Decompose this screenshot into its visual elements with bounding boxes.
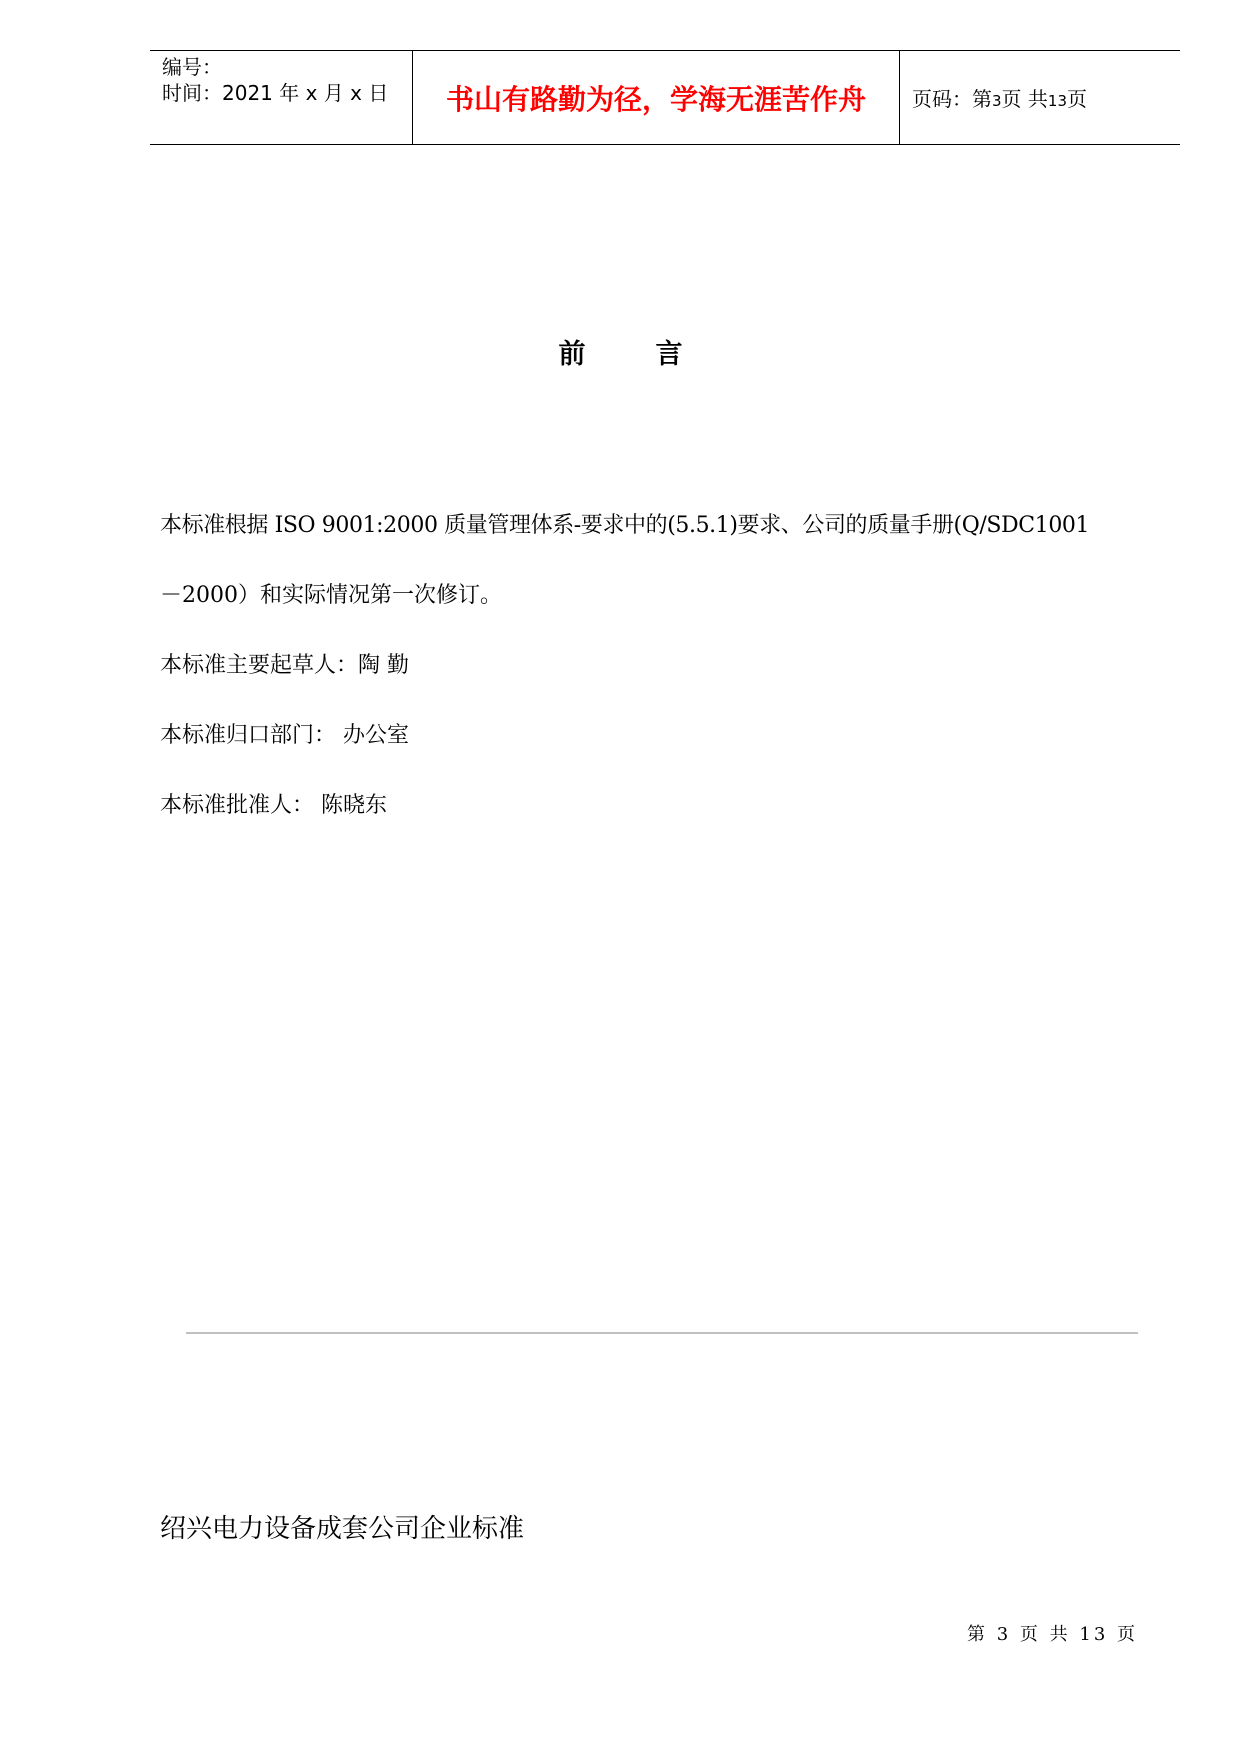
title-part-1: 前 — [558, 339, 586, 370]
drafter-line: 本标准主要起草人：陶 勤 — [160, 653, 409, 678]
page-title — [0, 332, 1241, 371]
page-footer: 第 3 页 共 13 页 — [967, 1624, 1138, 1645]
department-line: 本标准归口部门： 办公室 — [160, 723, 409, 748]
page-divider — [186, 1332, 1138, 1334]
page-mid: 页 共 — [1001, 87, 1048, 111]
header-page-info — [912, 83, 1087, 112]
page-current: 3 — [992, 92, 1002, 110]
header-right-cell — [900, 51, 1180, 144]
title-part-2: 言 — [655, 339, 683, 370]
approver-line: 本标准批准人： 陈晓东 — [160, 793, 387, 818]
header-left-cell — [150, 51, 412, 144]
page-prefix: 页码：第 — [912, 87, 992, 111]
serial-number-label: 编号： — [162, 55, 222, 79]
company-standard-title: 绍兴电力设备成套公司企业标准 — [160, 1514, 525, 1544]
header-middle-cell — [412, 51, 900, 144]
date-label: 时间：2021 年 x 月 x 日 — [162, 81, 389, 105]
header-motto: 书山有路勤为径，学海无涯苦作舟 — [445, 82, 866, 116]
page-total: 13 — [1047, 92, 1067, 110]
paragraph-standard-revision: －2000）和实际情况第一次修订。 — [160, 583, 502, 608]
paragraph-standard-basis: 本标准根据 ISO 9001:2000 质量管理体系-要求中的(5.5.1)要求、公司的质量手册(Q/SDC1001 — [160, 513, 1090, 538]
page-suffix: 页 — [1067, 87, 1087, 111]
page-header — [150, 50, 1180, 145]
